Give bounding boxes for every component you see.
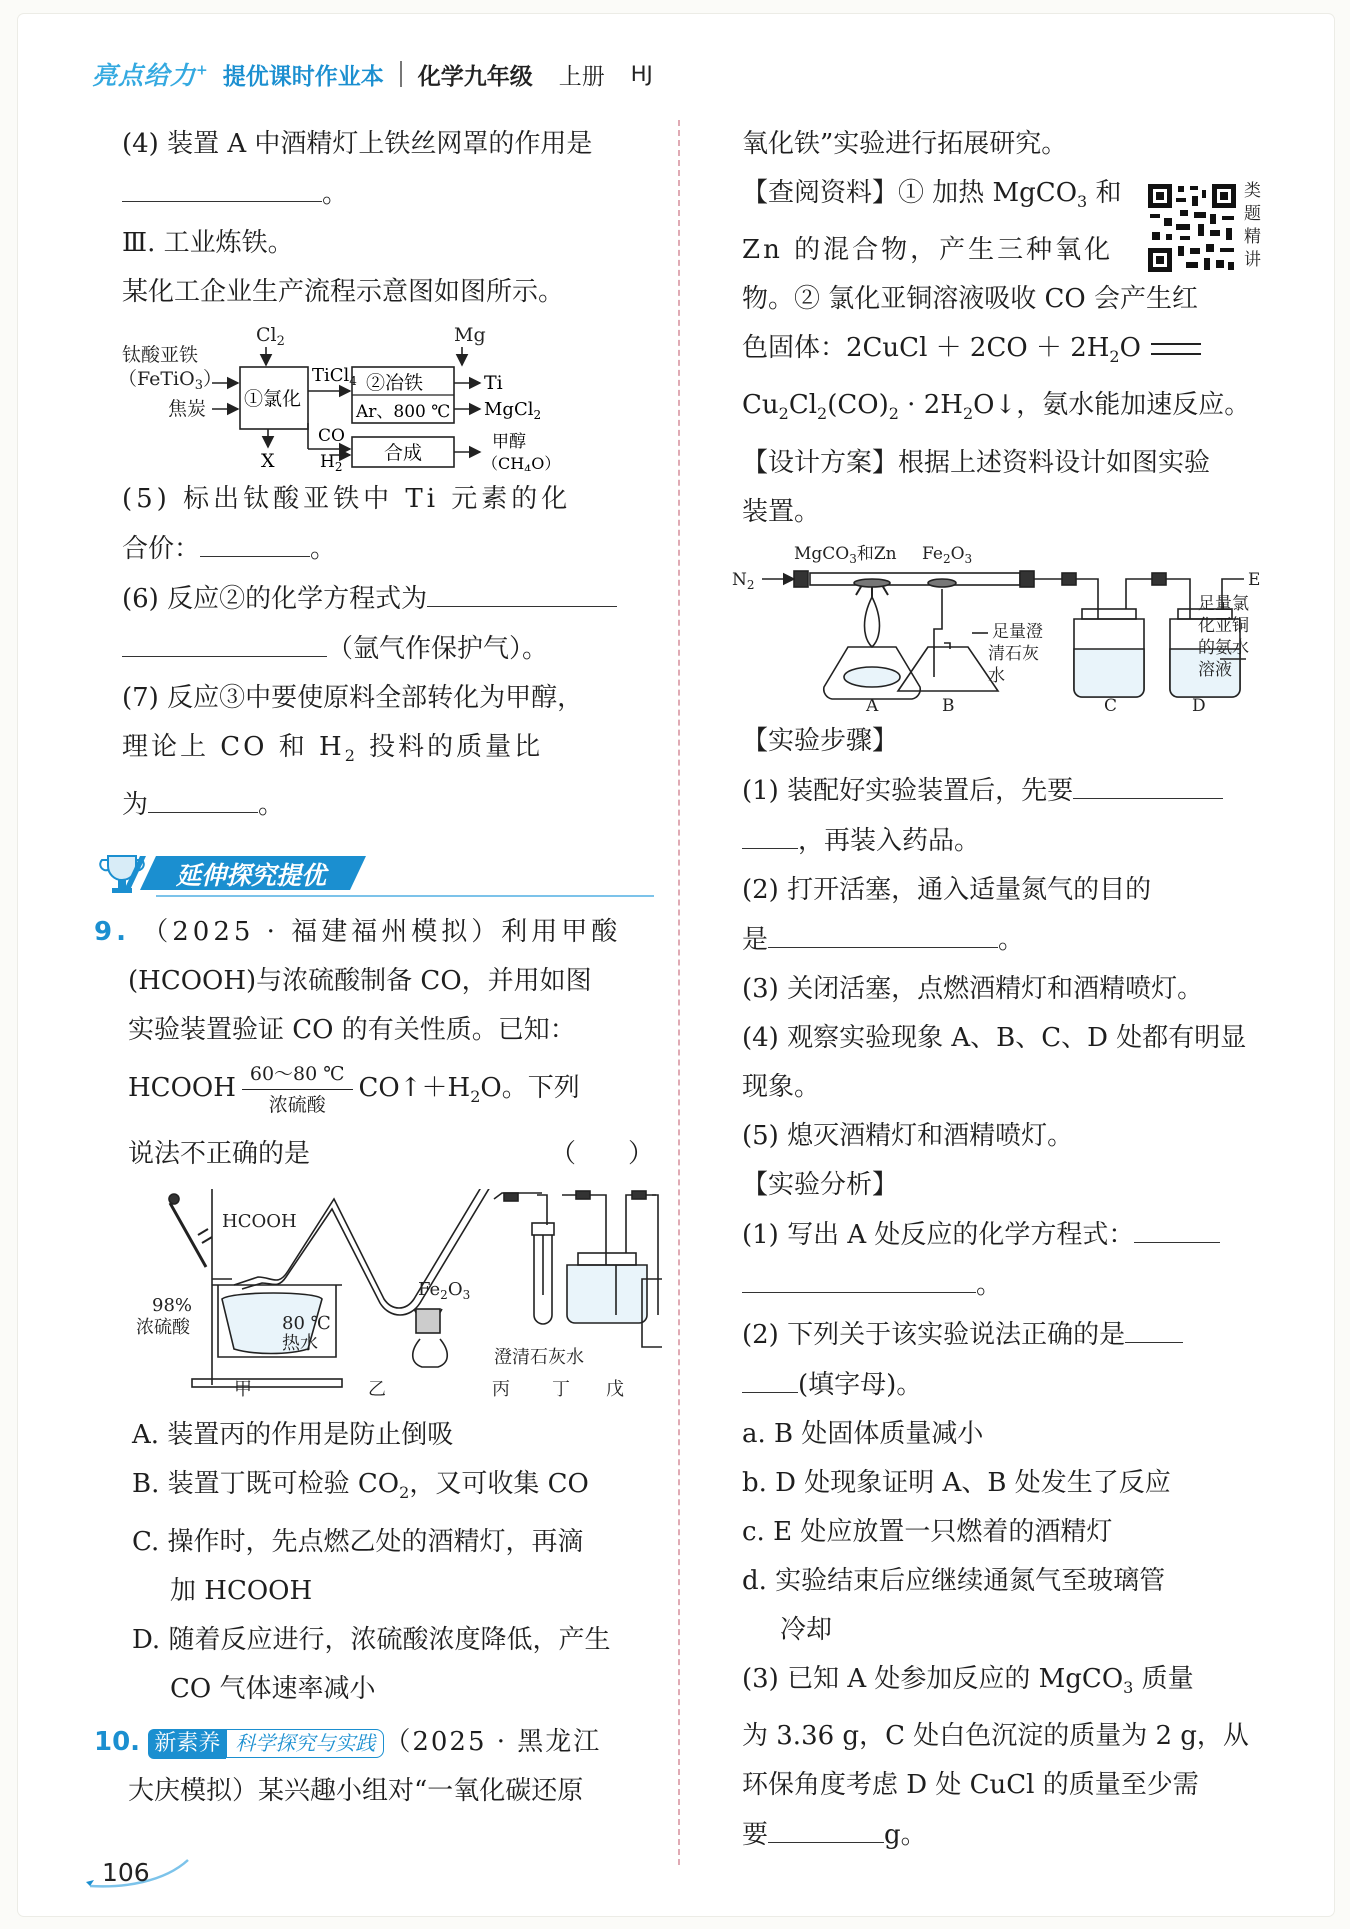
page-number: 106 [102, 1858, 150, 1887]
q9-text-2: (HCOOH)与浓硫酸制备 CO，并用如图 [128, 966, 592, 997]
reference-info: 【查阅资料】① 加热 MgCO$_3$ 和 [742, 178, 1122, 212]
flow-x: X [261, 450, 275, 471]
flow-ti: Ti [484, 372, 503, 394]
q4-blank[interactable] [122, 169, 322, 202]
q10-tag-inquiry: 科学探究与实践 [226, 1729, 384, 1758]
step-1-cont: ，再装入药品。 [742, 816, 1262, 866]
running-header [92, 52, 653, 96]
q7-answer-line: 为 。 [122, 780, 654, 830]
reference-info-3: 物。② 氯化亚铜溶液吸收 CO 会产生红 [742, 284, 1199, 315]
fig10-cucl-3: 的氨水 [1198, 637, 1249, 658]
fig10-lime-1: 足量澄 [992, 621, 1043, 642]
flow-input-fetio3-formula: （FeTiO$_3$） [118, 368, 223, 393]
fig9-label-yi: 乙 [368, 1379, 386, 1401]
fig9-acid-name: 浓硫酸 [136, 1317, 190, 1339]
step-1-blank-b[interactable] [742, 816, 798, 849]
step-3: (3) 关闭活塞，点燃酒精灯和酒精喷灯。 [742, 973, 1204, 1004]
q9-answer-paren[interactable]: （ ） [549, 1139, 654, 1170]
flow-input-coke: 焦炭 [168, 398, 207, 420]
section-banner-title: 延伸探究提优 [176, 861, 327, 891]
fig10-cucl-2: 化亚铜 [1198, 615, 1249, 636]
fig9-label-ding: 丁 [552, 1379, 570, 1401]
q9-text: 9. （2025 · 福建福州模拟）利用甲酸 [94, 917, 622, 948]
analysis-1-cont: 。 [742, 1260, 1262, 1310]
flow-h2: $H_2$ [320, 452, 343, 471]
analysis-3: (3) 已知 A 处参加反应的 MgCO$_3$ 质量 [742, 1663, 1194, 1697]
qr-code-icon [1146, 182, 1238, 274]
header-divider [400, 61, 402, 87]
fig10-label-a: A [866, 695, 879, 713]
step-5: (5) 熄灭酒精灯和酒精喷灯。 [742, 1120, 1074, 1151]
fig10-n2: $N_2$ [732, 569, 755, 592]
q9-reaction-condition: $\frac{60\sim 80 ℃}{\text{浓硫酸}}$ [242, 1059, 353, 1120]
reference-info-2: Zn 的混合物，产生三种氧化 [742, 235, 1114, 266]
q5-answer-line: 合价： 。 [122, 524, 654, 574]
analysis-2-blank-a[interactable] [1125, 1310, 1183, 1343]
analysis-2-cont: (填字母)。 [742, 1360, 1262, 1410]
step-2: (2) 打开活塞，通入适量氮气的目的 [742, 874, 1152, 905]
option-d[interactable]: d. 实验结束后应继续通氮气至玻璃管 [742, 1565, 1166, 1596]
equals-sign [1151, 343, 1201, 355]
left-column [94, 120, 654, 1816]
option-d-cont: 冷却 [780, 1614, 833, 1645]
analysis-2: (2) 下列关于该实验说法正确的是 [742, 1310, 1262, 1360]
flow-co: CO [318, 426, 345, 446]
fig9-label-bing: 丙 [492, 1379, 510, 1401]
steps-heading: 【实验步骤】 [742, 725, 899, 756]
fig10-fe2o3: $Fe_2O_3$ [922, 543, 973, 566]
q9-option-c[interactable]: C. 操作时，先点燃乙处的酒精灯，再滴 [132, 1526, 584, 1557]
analysis-1-blank-b[interactable] [742, 1260, 976, 1293]
q7-text: (7) 反应③中要使原料全部转化为甲醇， [122, 683, 584, 713]
q6-blank-2[interactable] [122, 624, 327, 657]
brand-subtitle: 提优课时作业本 [222, 63, 384, 90]
q9-option-d-cont: CO 气体速率减小 [170, 1673, 376, 1704]
fig10-label-d: D [1192, 695, 1206, 713]
column-divider [678, 120, 680, 1865]
section-banner [94, 840, 654, 904]
brand-logo: 亮点给力+ [92, 61, 209, 90]
q9-option-c-cont: 加 HCOOH [170, 1575, 313, 1606]
q9-equation: HCOOH $\frac{60\sim 80 ℃}{\text{浓硫酸}}$ $CO↑+H_2O$。下列 [122, 1055, 654, 1130]
reference-equation-2: $Cu_2Cl_2(CO)_2$ · $2H_2O↓$，氨水能加速反应。 [742, 390, 1251, 424]
fig9-acid-conc: 98% [152, 1295, 193, 1317]
fig9-hcooh: HCOOH [222, 1211, 297, 1233]
q9-text-3: 实验装置验证 CO 的有关性质。已知： [128, 1015, 576, 1046]
flow-methanol: 甲醇 [492, 432, 526, 452]
qr-label: 类题精讲 [1244, 181, 1261, 270]
q10-tag-new-literacy: 新素养 [148, 1729, 226, 1759]
analysis-1-blank-a[interactable] [1134, 1210, 1220, 1243]
flow-box-smelting-label: ②冶铁 [366, 372, 424, 394]
analysis-3-blank[interactable] [768, 1810, 884, 1843]
design-plan-2: 装置。 [742, 496, 821, 527]
q9-option-b[interactable]: B. 装置丁既可检验 $CO_2$，又可收集 CO [132, 1469, 589, 1503]
fig9-fe2o3: $Fe_2O_3$ [418, 1279, 471, 1303]
q5-text: (5) 标出钛酸亚铁中 Ti 元素的化 [122, 484, 572, 514]
analysis-3-3: 环保角度考虑 D 处 CuCl 的质量至少需 [742, 1769, 1199, 1800]
step-4-cont: 现象。 [742, 1071, 821, 1102]
fig9-label-wu: 戊 [606, 1379, 624, 1401]
q5-blank[interactable] [200, 524, 310, 557]
q9-option-d[interactable]: D. 随着反应进行，浓硫酸浓度降低，产生 [132, 1624, 611, 1655]
flow-mgcl2: MgCl$_2$ [484, 399, 542, 422]
right-column [732, 120, 1262, 1860]
q10-apparatus-figure [732, 537, 1262, 713]
q6-answer-line: （氩气作保护气）。 [122, 624, 654, 674]
fig10-lime-3: 水 [988, 665, 1005, 686]
q10-text: 10. 新素养 科学探究与实践 （2025 · 黑龙江 [94, 1726, 602, 1757]
fig10-mix: MgCO$_3$和Zn [794, 543, 897, 566]
flow-box-chlorination-label: ①氯化 [244, 388, 302, 410]
q10-text-2: 大庆模拟）某兴趣小组对“一氧化碳还原 [128, 1775, 584, 1806]
fig9-water-temp: 80 ℃ [282, 1313, 331, 1335]
q9-option-a[interactable]: A. 装置丙的作用是防止倒吸 [132, 1420, 454, 1451]
step-1-blank-a[interactable] [1073, 766, 1223, 799]
analysis-2-blank-b[interactable] [742, 1360, 798, 1393]
fig10-lime-2: 清石灰 [988, 643, 1039, 664]
q4-text: (4) 装置 A 中酒精灯上铁丝网罩的作用是 [122, 129, 593, 159]
fig9-label-jia: 甲 [234, 1379, 252, 1401]
flow-input-fetio3: 钛酸亚铁 [122, 344, 199, 366]
header-edition: HJ [630, 62, 653, 86]
flow-ticl4: TiCl$_4$ [312, 365, 357, 388]
option-c[interactable]: c. E 处应放置一只燃着的酒精灯 [742, 1516, 1113, 1547]
q6-blank-1[interactable] [427, 574, 617, 607]
analysis-3-2: 为 3.36 g，C 处白色沉淀的质量为 2 g，从 [742, 1720, 1249, 1751]
q10-text-3: 氧化铁”实验进行拓展研究。 [742, 129, 1068, 159]
flow-intro: 某化工企业生产流程示意图如图所示。 [122, 277, 565, 307]
option-b[interactable]: b. D 处现象证明 A、B 处发生了反应 [742, 1467, 1171, 1498]
design-plan: 【设计方案】根据上述资料设计如图实验 [742, 447, 1211, 478]
flowchart-figure [116, 321, 654, 471]
option-a[interactable]: a. B 处固体质量减小 [742, 1418, 984, 1449]
q9-apparatus-figure [122, 1189, 654, 1407]
part3-heading: Ⅲ. 工业炼铁。 [122, 228, 294, 258]
step-1: (1) 装配好实验装置后，先要 [742, 766, 1262, 816]
flow-methanol-formula: $(CH_4O)$ [482, 454, 561, 471]
flow-mg: Mg [454, 324, 486, 346]
qr-code[interactable] [1146, 182, 1238, 274]
q7-text-2: 理论上 CO 和 $H_2$ 投料的质量比 [122, 732, 544, 766]
q7-blank[interactable] [148, 780, 258, 813]
fig10-label-b: B [942, 695, 955, 713]
fig10-cucl-1: 足量氯 [1198, 593, 1249, 614]
step-2-blank[interactable] [768, 915, 998, 948]
fig10-cucl-4: 溶液 [1198, 659, 1232, 680]
fig9-limewater: 澄清石灰水 [494, 1347, 584, 1369]
fig9-hot-water: 热水 [282, 1333, 318, 1355]
analysis-heading: 【实验分析】 [742, 1169, 899, 1200]
analysis-3-4: 要 g。 [742, 1810, 1262, 1860]
analysis-1: (1) 写出 A 处反应的化学方程式： [742, 1210, 1262, 1260]
step-2-cont: 是 。 [742, 915, 1262, 965]
flow-cl2: $Cl_2$ [256, 324, 285, 349]
fig10-e: E [1248, 569, 1261, 590]
reference-equation: 色固体：2CuCl ＋ $2CO + 2H_2O$ [742, 324, 1262, 381]
flow-box-synthesis-label: 合成 [384, 442, 423, 464]
fig10-label-c: C [1104, 695, 1118, 713]
header-volume: 上册 [558, 63, 605, 90]
flow-box-smelting-cond: Ar、800 ℃ [356, 402, 451, 422]
q6-text: (6) 反应②的化学方程式为 [122, 574, 654, 624]
flowchart-svg [116, 321, 656, 471]
step-4: (4) 观察实验现象 A、B、C、D 处都有明显 [742, 1022, 1247, 1053]
header-subject: 化学九年级 [417, 63, 533, 90]
q9-text-5: 说法不正确的是 （ ） [122, 1130, 654, 1179]
q4-answer-line: 。 [122, 169, 654, 219]
